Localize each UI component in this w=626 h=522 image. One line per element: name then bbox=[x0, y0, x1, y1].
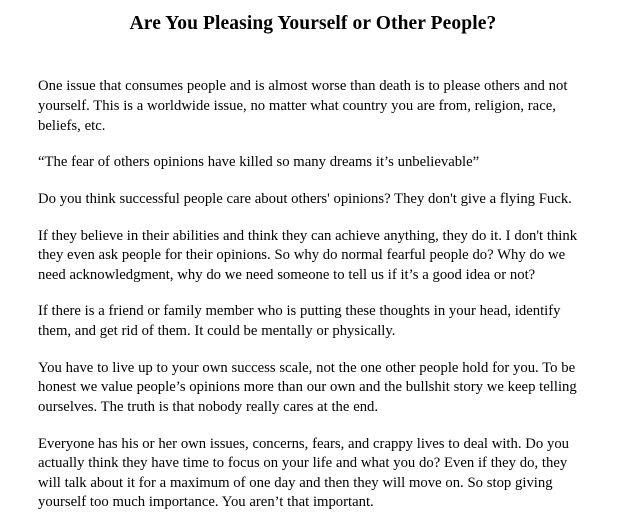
page-title: Are You Pleasing Yourself or Other People? bbox=[129, 13, 497, 34]
paragraph-1: One issue that consumes people and is almost worse than death is to please others and not yourself. This is a worldwide issue, no matter what country you are from, religion, race, beliefs, etc. bbox=[38, 78, 568, 134]
paragraph-2-quote: “The fear of others opinions have killed so many dreams it’s unbelievable” bbox=[38, 154, 480, 171]
paragraph-7: Everyone has his or her own issues, concerns, fears, and crappy lives to deal with. Do you actually think they have time to focus on your life and what you do? Even if they do, they will talk about it for a maximum of one day and then they will move on. So stop giving yourself too much importance. You aren’t that important. bbox=[38, 435, 570, 511]
paragraph-4: If they believe in their abilities and think they can achieve anything, they do it. I don't think they even ask people for their opinions. So why do normal fearful people do? Why do we need acknowledgment, why do we need someone to tell us if it’s a good idea or not? bbox=[38, 227, 578, 283]
paragraph-3: Do you think successful people care about others' opinions? They don't give a flying Fuck. bbox=[38, 190, 572, 207]
document-body bbox=[38, 77, 588, 513]
paragraph-6: You have to live up to your own success scale, not the one other people hold for you. To be honest we value people’s opinions more than our own and the bullshit story we keep telling ourselves. The truth is that nobody really cares at the end. bbox=[38, 359, 577, 415]
paragraph-5: If there is a friend or family member who is putting these thoughts in your head, identify them, and get rid of them. It could be mentally or physically. bbox=[38, 303, 561, 340]
